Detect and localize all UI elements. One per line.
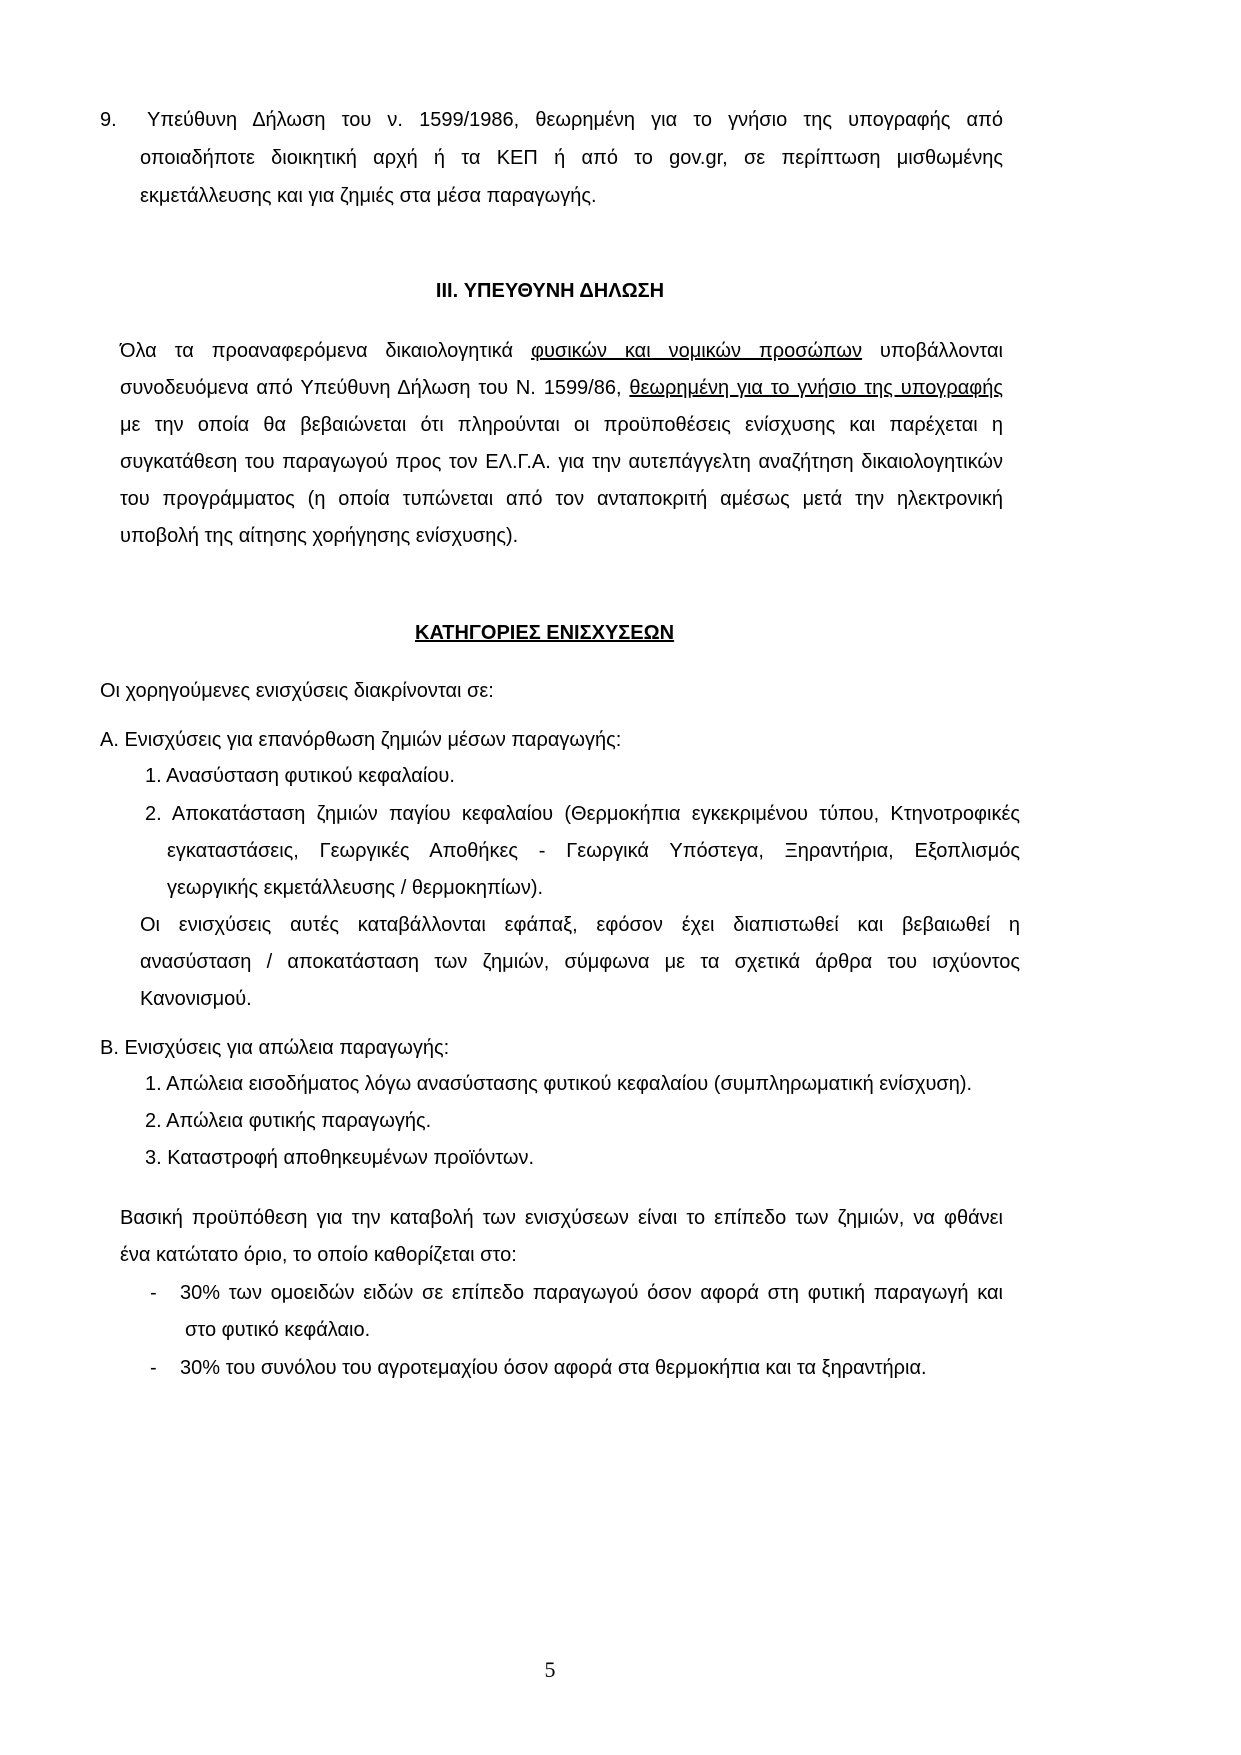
section3-line2-start: συνοδευόμενα από Υπεύθυνη Δήλωση του Ν. 1599/86, — [120, 377, 630, 399]
category-a-note-line3: Κανονισμού. — [140, 988, 252, 1010]
section3-line2 — [120, 376, 1003, 400]
condition-line2: ένα κατώτατο όριο, το οποίο καθορίζεται στο: — [120, 1244, 517, 1266]
page-number: 5 — [544, 1657, 556, 1682]
category-a-item2-line2: εγκαταστάσεις, Γεωργικές Αποθήκες - Γεωργικά Υπόστεγα, Ξηραντήρια, Εξοπλισμός — [167, 840, 1020, 862]
underlined-phrase-persons: φυσικών και νομικών προσώπων — [530, 340, 863, 362]
category-b-title: Β. Ενισχύσεις για απώλεια παραγωγής: — [100, 1037, 450, 1059]
section3-line3: με την οποία θα βεβαιώνεται ότι πληρούνται οι προϋποθέσεις ενίσχυσης και παρέχεται η — [120, 414, 1003, 436]
category-b-item3: 3. Καταστροφή αποθηκευμένων προϊόντων. — [145, 1147, 535, 1169]
category-a-item1: 1. Ανασύσταση φυτικού κεφαλαίου. — [145, 765, 455, 787]
condition-line1: Βασική προϋπόθεση για την καταβολή των ενισχύσεων είναι το επίπεδο των ζημιών, να φθάνει — [120, 1207, 1003, 1229]
item9-number: 9. — [100, 109, 117, 131]
underlined-phrase-signature: θεωρημένη για το γνήσιο της υπογραφής — [629, 377, 1003, 399]
category-a-note-line1: Οι ενισχύσεις αυτές καταβάλλονται εφάπαξ, εφόσον έχει διαπιστωθεί και βεβαιωθεί η — [140, 914, 1020, 936]
category-a-item2-line1: 2. Αποκατάσταση ζημιών παγίου κεφαλαίου (Θερμοκήπια εγκεκριμένου τύπου, Κτηνοτροφικές — [145, 803, 1020, 825]
section3-line1-end: υποβάλλονται — [862, 340, 1003, 362]
category-b-item2: 2. Απώλεια φυτικής παραγωγής. — [145, 1110, 432, 1132]
bullet1-line2: στο φυτικό κεφάλαιο. — [185, 1319, 371, 1341]
category-b-item1: 1. Απώλεια εισοδήματος λόγω ανασύστασης φυτικού κεφαλαίου (συμπληρωματική ενίσχυση). — [145, 1073, 973, 1095]
section3-line1-start: Όλα τα προαναφερόμενα δικαιολογητικά — [120, 340, 531, 362]
item9-line3: εκμετάλλευσης και για ζημιές στα μέσα παραγωγής. — [140, 185, 597, 207]
section3-line4: συγκατάθεση του παραγωγού προς τον ΕΛ.Γ.Α. για την αυτεπάγγελτη αναζήτηση δικαιολογητικών — [120, 451, 1003, 473]
category-a-title: Α. Ενισχύσεις για επανόρθωση ζημιών μέσων παραγωγής: — [100, 729, 622, 751]
item9-line2: οποιαδήποτε διοικητική αρχή ή τα ΚΕΠ ή από το gov.gr, σε περίπτωση μισθωμένης — [140, 147, 1003, 169]
bullet1-mark: - — [150, 1282, 157, 1304]
categories-heading: ΚΑΤΗΓΟΡΙΕΣ ΕΝΙΣΧΥΣΕΩΝ — [415, 622, 675, 644]
section3-heading: III. ΥΠΕΥΘΥΝΗ ΔΗΛΩΣΗ — [435, 280, 665, 302]
item9-line1: Υπεύθυνη Δήλωση του ν. 1599/1986, θεωρημένη για το γνήσιο της υπογραφής από — [147, 109, 1003, 131]
bullet2-mark: - — [150, 1357, 157, 1379]
categories-intro: Οι χορηγούμενες ενισχύσεις διακρίνονται σε: — [100, 680, 494, 702]
bullet1-line1: 30% των ομοειδών ειδών σε επίπεδο παραγωγού όσον αφορά στη φυτική παραγωγή και — [180, 1282, 1003, 1304]
section3-line6: υποβολή της αίτησης χορήγησης ενίσχυσης). — [120, 525, 519, 547]
category-a-note-line2: ανασύσταση / αποκατάσταση των ζημιών, σύμφωνα με τα σχετικά άρθρα του ισχύοντος — [140, 951, 1020, 973]
section3-line1 — [120, 339, 1003, 363]
category-a-item2-line3: γεωργικής εκμετάλλευσης / θερμοκηπίων). — [167, 877, 544, 899]
section3-line5: του προγράμματος (η οποία τυπώνεται από τον ανταποκριτή αμέσως μετά την ηλεκτρονική — [120, 488, 1003, 510]
bullet2-line: 30% του συνόλου του αγροτεμαχίου όσον αφορά στα θερμοκήπια και τα ξηραντήρια. — [180, 1357, 927, 1379]
